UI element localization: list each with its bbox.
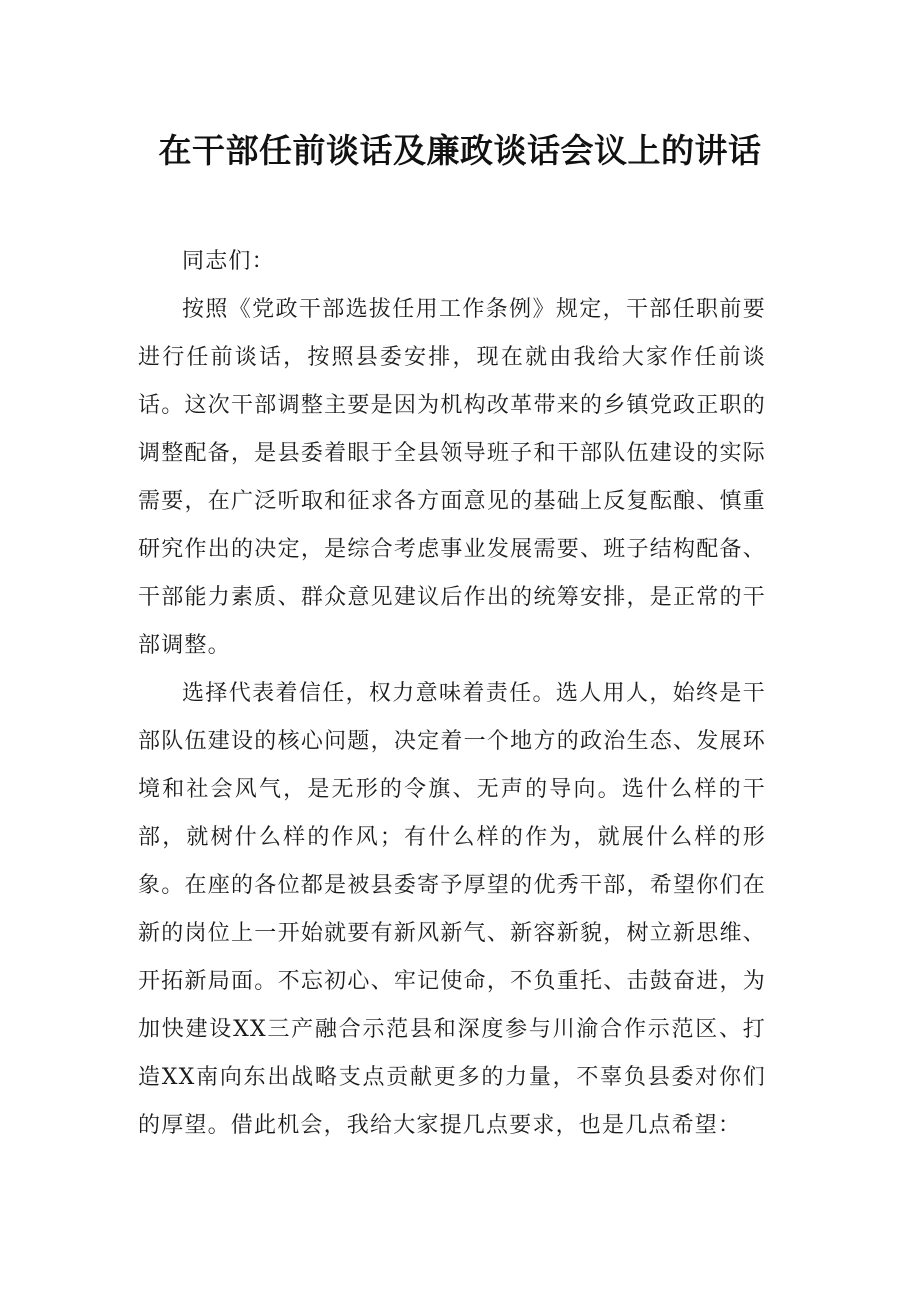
salutation: 同志们： — [182, 249, 275, 274]
document-body — [138, 238, 766, 1150]
paragraph-1: 按照《党政干部选拔任用工作条例》规定，干部任职前要进行任前谈话，按照县委安排，现在就由我给大家作任前谈话。这次干部调整主要是因为机构改革带来的乡镇党政正职的调整配备，是县委着眼于全县领导班子和干部队伍建设的实际需要，在广泛听取和征求各方面意见的基础上反复酝酿、慎重研究作出的决定，是综合考虑事业发展需要、班子结构配备、干部能力素质、群众意见建议后作出的统筹安排，是正常的干部调整。 — [138, 297, 766, 658]
document-title: 在干部任前谈话及廉政谈话会议上的讲话 — [158, 131, 762, 170]
paragraph-2: 选择代表着信任，权力意味着责任。选人用人，始终是干部队伍建设的核心问题，决定着一个地方的政治生态、发展环境和社会风气，是无形的令旗、无声的导向。选什么样的干部，就树什么样的作风；有什么样的作为，就展什么样的形象。在座的各位都是被县委寄予厚望的优秀干部，希望你们在新的岗位上一开始就要有新风新气、新容新貌，树立新思维、开拓新局面。不忘初心、牢记使命，不负重托、击鼓奋进，为加快建设XX三产融合示范县和深度参与川渝合作示范区、打造XX南向东出战略支点贡献更多的力量，不辜负县委对你们的厚望。借此机会，我给大家提几点要求，也是几点希望： — [138, 681, 766, 1138]
